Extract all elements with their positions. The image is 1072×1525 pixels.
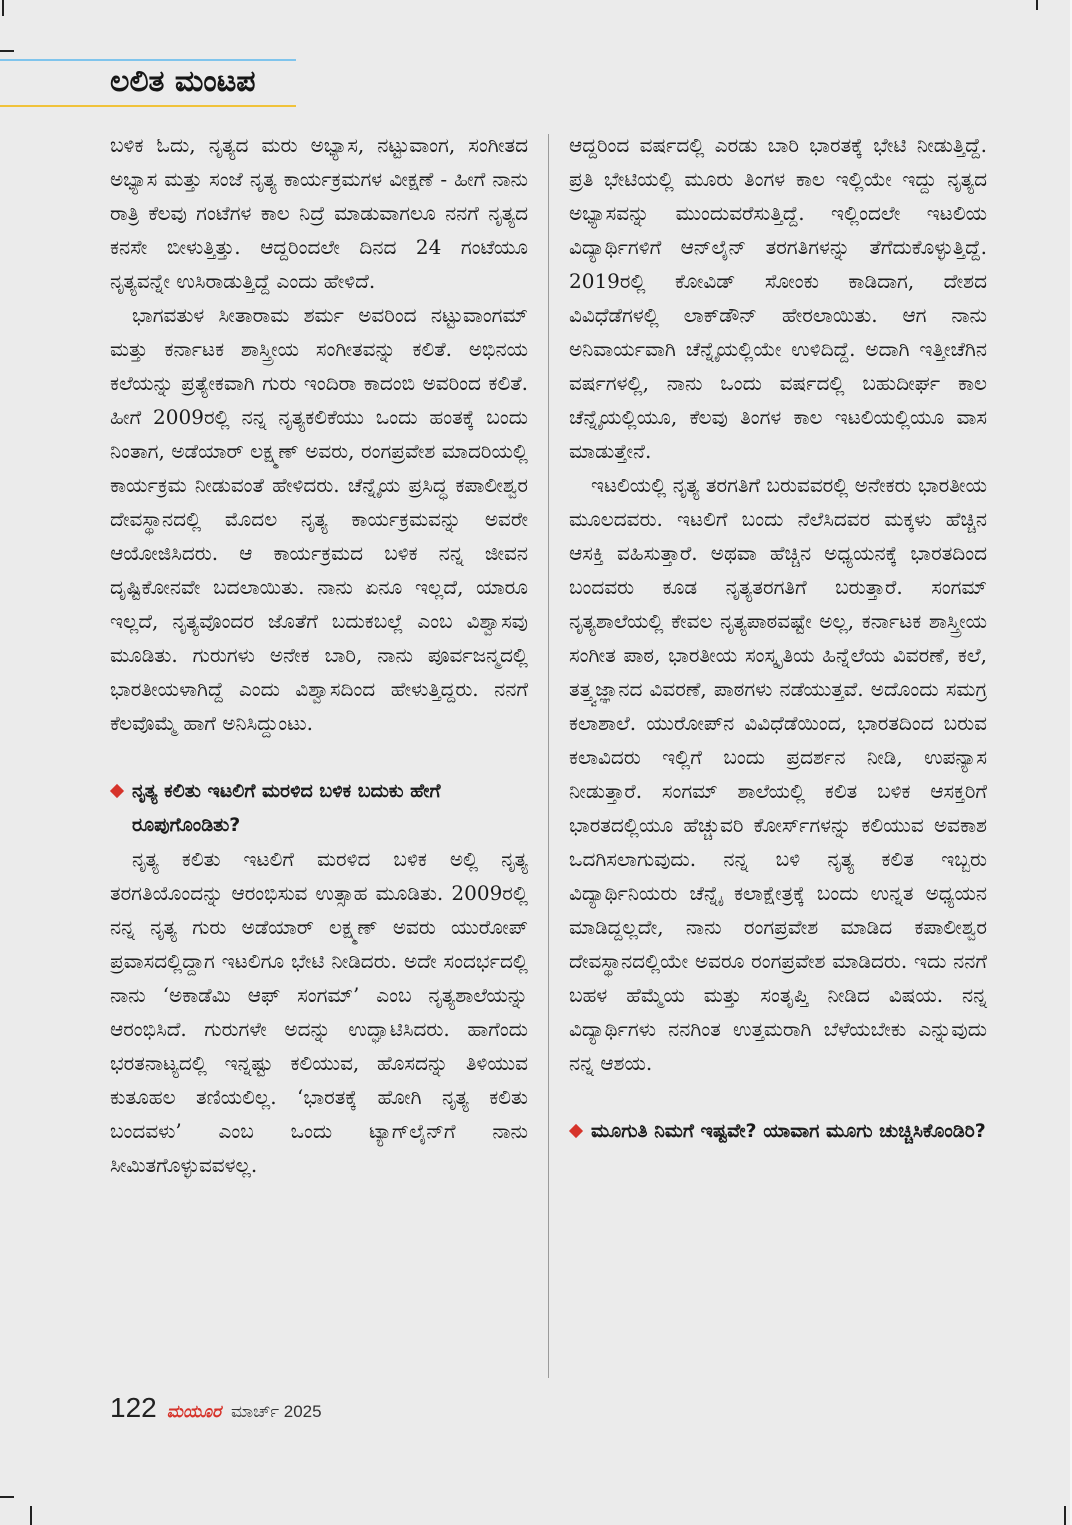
article-paragraph: ಇಟಲಿಯಲ್ಲಿ ನೃತ್ಯ ತರಗತಿಗೆ ಬರುವವರಲ್ಲಿ ಅನೇಕರು ಭಾರತೀಯ ಮೂಲದವರು. ಇಟಲಿಗೆ ಬಂದು ನೆಲೆಸಿದವರ ಮಕ್ಕಳು ಹೆಚ್ಚಿನ ಆಸಕ್ತಿ ವಹಿಸುತ್ತಾರೆ. ಅಥವಾ ಹೆಚ್ಚಿನ ಅಧ್ಯಯನಕ್ಕೆ ಭಾರತದಿಂದ ಬಂದವರು ಕೂಡ ನೃತ್ಯತರಗತಿಗೆ ಬರುತ್ತಾರೆ. ಸಂಗಮ್ ನೃತ್ಯಶಾಲೆಯಲ್ಲಿ ಕೇವಲ ನೃತ್ಯಪಾಠವಷ್ಟೇ ಅಲ್ಲ, ಕರ್ನಾಟಕ ಶಾಸ್ತ್ರೀಯ ಸಂಗೀತ ಪಾಠ, ಭಾರತೀಯ ಸಂಸ್ಕೃತಿಯ ಹಿನ್ನೆಲೆಯ ವಿವರಣೆ, ಕಲೆ, ತತ್ತ್ವಜ್ಞಾನದ ವಿವರಣೆ, ಪಾಠಗಳು ನಡೆಯುತ್ತವೆ. ಅದೊಂದು ಸಮಗ್ರ ಕಲಾಶಾಲೆ. ಯುರೋಪ್‌ನ ವಿವಿಧೆಡೆಯಿಂದ, ಭಾರತದಿಂದ ಬರುವ ಕಲಾವಿದರು ಇಲ್ಲಿಗೆ ಬಂದು ಪ್ರದರ್ಶನ ನೀಡಿ, ಉಪನ್ಯಾಸ ನೀಡುತ್ತಾರೆ. ಸಂಗಮ್ ಶಾಲೆಯಲ್ಲಿ ಕಲಿತ ಬಳಿಕ ಆಸಕ್ತರಿಗೆ ಭಾರತದಲ್ಲಿಯೂ ಹೆಚ್ಚುವರಿ ಕೋರ್ಸ್‌ಗಳನ್ನು ಕಲಿಯುವ ಅವಕಾಶ ಒದಗಿಸಲಾಗುವುದು. ನನ್ನ ಬಳಿ ನೃತ್ಯ ಕಲಿತ ಇಬ್ಬರು ವಿದ್ಯಾರ್ಥಿನಿಯರು ಚೆನ್ನೈ ಕಲಾಕ್ಷೇತ್ರಕ್ಕೆ ಬಂದು ಉನ್ನತ ಅಧ್ಯಯನ ಮಾಡಿದ್ದಲ್ಲದೇ, ನಾನು ರಂಗಪ್ರವೇಶ ಮಾಡಿದ ಕಪಾಲೀಶ್ವರ ದೇವಸ್ಥಾನದಲ್ಲಿಯೇ ಅವರೂ ರಂಗಪ್ರವೇಶ ಮಾಡಿದರು. ಇದು ನನಗೆ ಬಹಳ ಹೆಮ್ಮೆಯ ಮತ್ತು ಸಂತೃಪ್ತಿ ನೀಡಿದ ವಿಷಯ. ನನ್ನ ವಿದ್ಯಾರ್ಥಿಗಳು ನನಗಿಂತ ಉತ್ತಮರಾಗಿ ಬೆಳೆಯಬೇಕು ಎನ್ನುವುದು ನನ್ನ ಆಶಯ. [569, 473, 987, 1075]
column-divider [548, 134, 549, 1378]
interview-question [110, 774, 528, 842]
crop-mark [2, 0, 4, 16]
section-title: ಲಲಿತ ಮಂಟಪ [110, 64, 256, 99]
magazine-logo: ಮಯೂರ [166, 1402, 221, 1422]
crop-mark [1064, 1506, 1066, 1525]
interview-question [569, 1114, 987, 1148]
paragraph-gap [110, 740, 528, 774]
crop-mark [0, 1496, 14, 1498]
issue-date: ಮಾರ್ಚ್ 2025 [230, 1402, 322, 1421]
crop-mark [0, 50, 14, 52]
article-paragraph: ಭಾಗವತುಳ ಸೀತಾರಾಮ ಶರ್ಮ ಅವರಿಂದ ನಟ್ಟುವಾಂಗಮ್ ಮತ್ತು ಕರ್ನಾಟಕ ಶಾಸ್ತ್ರೀಯ ಸಂಗೀತವನ್ನು ಕಲಿತೆ. ಅಭಿನಯ ಕಲೆಯನ್ನು ಪ್ರತ್ಯೇಕವಾಗಿ ಗುರು ಇಂದಿರಾ ಕಾದಂಬಿ ಅವರಿಂದ ಕಲಿತೆ. ಹೀಗೆ 2009ರಲ್ಲಿ ನನ್ನ ನೃತ್ಯಕಲಿಕೆಯು ಒಂದು ಹಂತಕ್ಕೆ ಬಂದು ನಿಂತಾಗ, ಅಡೆಯಾರ್ ಲಕ್ಷ್ಮಣ್ ಅವರು, ರಂಗಪ್ರವೇಶ ಮಾದರಿಯಲ್ಲಿ ಕಾರ್ಯಕ್ರಮ ನೀಡುವಂತೆ ಹೇಳಿದರು. ಚೆನ್ನೈಯ ಪ್ರಸಿದ್ಧ ಕಪಾಲೀಶ್ವರ ದೇವಸ್ಥಾನದಲ್ಲಿ ಮೊದಲ ನೃತ್ಯ ಕಾರ್ಯಕ್ರಮವನ್ನು ಅವರೇ ಆಯೋಜಿಸಿದರು. ಆ ಕಾರ್ಯಕ್ರಮದ ಬಳಿಕ ನನ್ನ ಜೀವನ ದೃಷ್ಟಿಕೋನವೇ ಬದಲಾಯಿತು. ನಾನು ಏನೂ ಇಲ್ಲದೆ, ಯಾರೂ ಇಲ್ಲದೆ, ನೃತ್ಯವೊಂದರ ಜೊತೆಗೆ ಬದುಕಬಲ್ಲೆ ಎಂಬ ವಿಶ್ವಾಸವು ಮೂಡಿತು. ಗುರುಗಳು ಅನೇಕ ಬಾರಿ, ನಾನು ಪೂರ್ವಜನ್ಮದಲ್ಲಿ ಭಾರತೀಯಳಾಗಿದ್ದೆ ಎಂದು ವಿಶ್ವಾಸದಿಂದ ಹೇಳುತ್ತಿದ್ದರು. ನನಗೆ ಕೆಲವೊಮ್ಮೆ ಹಾಗೆ ಅನಿಸಿದ್ದುಂಟು. [110, 303, 528, 735]
question-text: ಮೂಗುತಿ ನಿಮಗೆ ಇಷ್ಟವೇ? ಯಾವಾಗ ಮೂಗು ಚುಚ್ಚಿಸಿಕೊಂಡಿರಿ? [591, 1120, 986, 1142]
diamond-bullet-icon [110, 784, 124, 798]
article-paragraph: ಆದ್ದರಿಂದ ವರ್ಷದಲ್ಲಿ ಎರಡು ಬಾರಿ ಭಾರತಕ್ಕೆ ಭೇಟಿ ನೀಡುತ್ತಿದ್ದೆ. ಪ್ರತಿ ಭೇಟಿಯಲ್ಲಿ ಮೂರು ತಿಂಗಳ ಕಾಲ ಇಲ್ಲಿಯೇ ಇದ್ದು ನೃತ್ಯದ ಅಭ್ಯಾಸವನ್ನು ಮುಂದುವರೆಸುತ್ತಿದ್ದೆ. ಇಲ್ಲಿಂದಲೇ ಇಟಲಿಯ ವಿದ್ಯಾರ್ಥಿಗಳಿಗೆ ಆನ್‌ಲೈನ್ ತರಗತಿಗಳನ್ನು ತೆಗೆದುಕೊಳ್ಳುತ್ತಿದ್ದೆ. 2019ರಲ್ಲಿ ಕೋವಿಡ್ ಸೋಂಕು ಕಾಡಿದಾಗ, ದೇಶದ ವಿವಿಧೆಡೆಗಳಲ್ಲಿ ಲಾಕ್‌ಡೌನ್ ಹೇರಲಾಯಿತು. ಆಗ ನಾನು ಅನಿವಾರ್ಯವಾಗಿ ಚೆನ್ನೈಯಲ್ಲಿಯೇ ಉಳಿದಿದ್ದೆ. ಅದಾಗಿ ಇತ್ತೀಚೆಗಿನ ವರ್ಷಗಳಲ್ಲಿ, ನಾನು ಒಂದು ವರ್ಷದಲ್ಲಿ ಬಹುದೀರ್ಘ ಕಾಲ ಚೆನ್ನೈಯಲ್ಲಿಯೂ, ಕೆಲವು ತಿಂಗಳ ಕಾಲ ಇಟಲಿಯಲ್ಲಿಯೂ ವಾಸ ಮಾಡುತ್ತೇನೆ. [569, 133, 987, 463]
left-column [110, 128, 528, 1182]
crop-mark [30, 1506, 32, 1525]
article-paragraph: ಬಳಿಕ ಓದು, ನೃತ್ಯದ ಮರು ಅಭ್ಯಾಸ, ನಟ್ಟುವಾಂಗ, ಸಂಗೀತದ ಅಭ್ಯಾಸ ಮತ್ತು ಸಂಜೆ ನೃತ್ಯ ಕಾರ್ಯಕ್ರಮಗಳ ವೀಕ್ಷಣೆ - ಹೀಗೆ ನಾನು ರಾತ್ರಿ ಕೆಲವು ಗಂಟೆಗಳ ಕಾಲ ನಿದ್ರೆ ಮಾಡುವಾಗಲೂ ನನಗೆ ನೃತ್ಯದ ಕನಸೇ ಬೀಳುತ್ತಿತ್ತು. ಆದ್ದರಿಂದಲೇ ದಿನದ 24 ಗಂಟೆಯೂ ನೃತ್ಯವನ್ನೇ ಉಸಿರಾಡುತ್ತಿದ್ದೆ ಎಂದು ಹೇಳಿದೆ. [110, 133, 528, 293]
article-paragraph: ನೃತ್ಯ ಕಲಿತು ಇಟಲಿಗೆ ಮರಳಿದ ಬಳಿಕ ಅಲ್ಲಿ ನೃತ್ಯ ತರಗತಿಯೊಂದನ್ನು ಆರಂಭಿಸುವ ಉತ್ಸಾಹ ಮೂಡಿತು. 2009ರಲ್ಲಿ ನನ್ನ ನೃತ್ಯ ಗುರು ಅಡೆಯಾರ್ ಲಕ್ಷ್ಮಣ್ ಅವರು ಯುರೋಪ್ ಪ್ರವಾಸದಲ್ಲಿದ್ದಾಗ ಇಟಲಿಗೂ ಭೇಟಿ ನೀಡಿದರು. ಅದೇ ಸಂದರ್ಭದಲ್ಲಿ ನಾನು ‘ಅಕಾಡೆಮಿ ಆಫ್ ಸಂಗಮ್’ ಎಂಬ ನೃತ್ಯಶಾಲೆಯನ್ನು ಆರಂಭಿಸಿದೆ. ಗುರುಗಳೇ ಅದನ್ನು ಉದ್ಘಾಟಿಸಿದರು. ಹಾಗೆಂದು ಭರತನಾಟ್ಯದಲ್ಲಿ ಇನ್ನಷ್ಟು ಕಲಿಯುವ, ಹೊಸದನ್ನು ತಿಳಿಯುವ ಕುತೂಹಲ ತಣಿಯಲಿಲ್ಲ. ‘ಭಾರತಕ್ಕೆ ಹೋಗಿ ನೃತ್ಯ ಕಲಿತು ಬಂದವಳು’ ಎಂಬ ಒಂದು ಟ್ಯಾಗ್‌ಲೈನ್‌ಗೆ ನಾನು ಸೀಮಿತಗೊಳ್ಳುವವಳಲ್ಲ. [110, 847, 528, 1177]
page-footer [110, 1392, 322, 1432]
right-column [569, 128, 987, 1148]
header-rule-blue [0, 59, 296, 61]
question-text: ನೃತ್ಯ ಕಲಿತು ಇಟಲಿಗೆ ಮರಳಿದ ಬಳಿಕ ಬದುಕು ಹೇಗೆ ರೂಪುಗೊಂಡಿತು? [132, 780, 441, 836]
header-rule-yellow [0, 105, 296, 107]
crop-mark [1036, 0, 1038, 10]
diamond-bullet-icon [569, 1124, 583, 1138]
page-number: 122 [110, 1392, 157, 1423]
paragraph-gap [569, 1080, 987, 1114]
